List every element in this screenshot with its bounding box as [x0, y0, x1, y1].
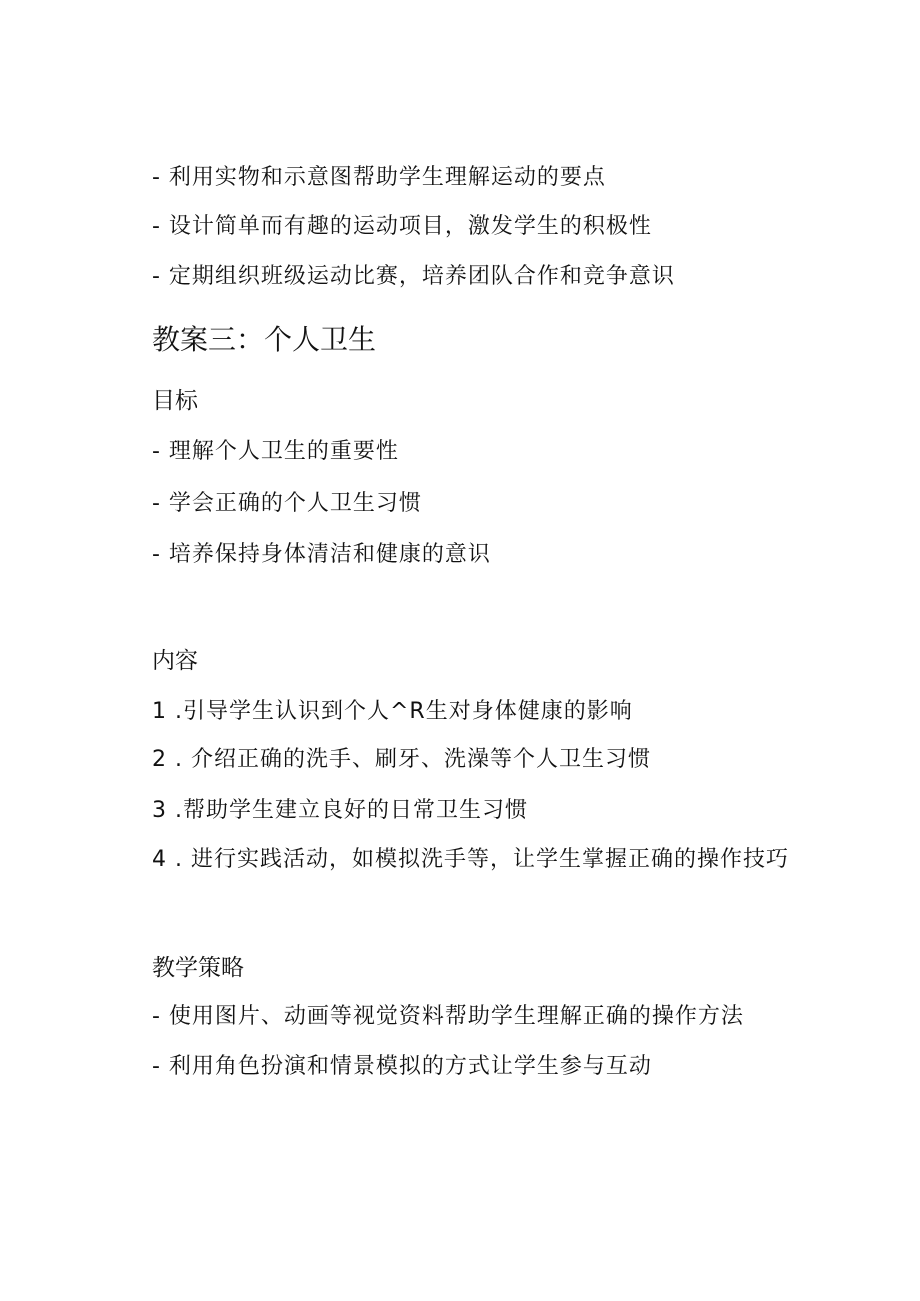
bullet-item: - 利用实物和示意图帮助学生理解运动的要点	[152, 165, 606, 190]
strategy-item: - 利用角色扮演和情景模拟的方式让学生参与互动	[152, 1054, 652, 1079]
goal-item: - 培养保持身体清洁和健康的意识	[152, 542, 491, 567]
goal-item: - 理解个人卫生的重要性	[152, 439, 399, 464]
strategy-heading: 教学策略	[152, 955, 244, 981]
lesson-title: 教案三：个人卫生	[152, 323, 377, 356]
content-heading: 内容	[152, 648, 198, 674]
bullet-item: - 设计简单而有趣的运动项目，激发学生的积极性	[152, 214, 652, 239]
content-item: 1 .引导学生认识到个人^R生对身体健康的影响	[152, 699, 633, 724]
bullet-item: - 定期组织班级运动比赛，培养团队合作和竞争意识	[152, 264, 675, 289]
content-item: 2 . 介绍正确的洗手、刷牙、洗澡等个人卫生习惯	[152, 747, 651, 772]
content-item: 4 . 进行实践活动，如模拟洗手等，让学生掌握正确的操作技巧	[152, 847, 789, 872]
strategy-item: - 使用图片、动画等视觉资料帮助学生理解正确的操作方法	[152, 1004, 744, 1029]
content-item: 3 .帮助学生建立良好的日常卫生习惯	[152, 798, 528, 823]
goals-heading: 目标	[152, 388, 198, 414]
goal-item: - 学会正确的个人卫生习惯	[152, 491, 422, 516]
